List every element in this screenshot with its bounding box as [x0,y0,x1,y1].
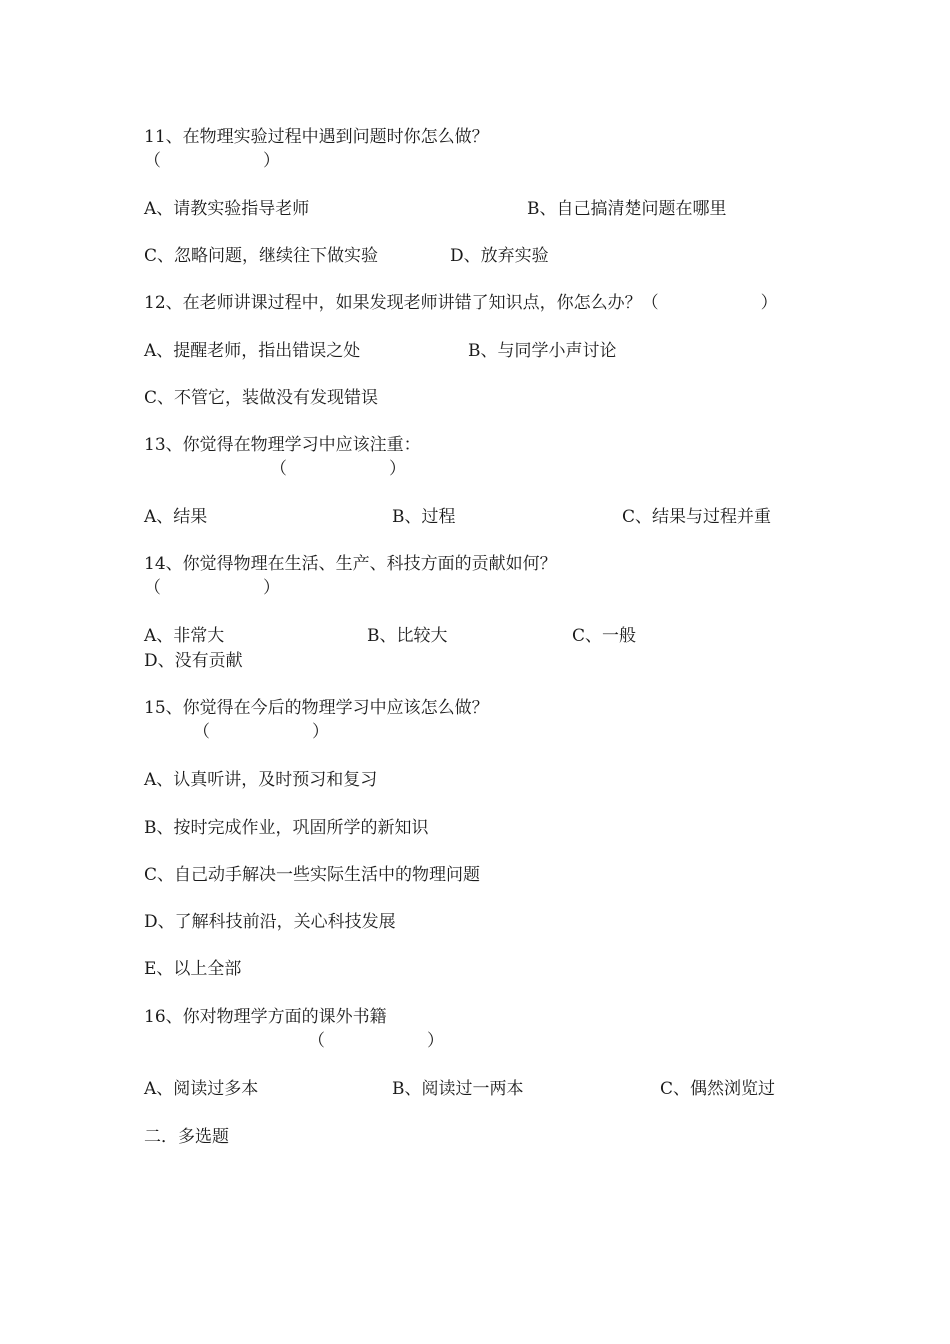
option-16-b: B、阅读过一两本 [392,1079,524,1099]
option-14-b: B、比较大 [367,626,448,646]
section-heading-multiple-choice: 二．多选题 [144,1127,229,1147]
question-16: 16、你对物理学方面的课外书籍 [144,1007,387,1027]
question-14: 14、你觉得物理在生活、生产、科技方面的贡献如何？ [144,554,557,574]
question-11: 11、在物理实验过程中遇到问题时你怎么做？ [144,127,489,147]
question-15: 15、你觉得在今后的物理学习中应该怎么做？ [144,698,489,718]
option-15-e: E、以上全部 [144,959,242,979]
option-11-b: B、自己搞清楚问题在哪里 [527,199,727,219]
option-15-a: A、认真听讲，及时预习和复习 [144,770,378,790]
option-16-c: C、偶然浏览过 [660,1079,776,1099]
option-13-b: B、过程 [392,507,456,527]
option-12-c: C、不管它，装做没有发现错误 [144,388,379,408]
option-11-c: C、忽略问题，继续往下做实验 [144,246,379,266]
option-14-a: A、非常大 [144,626,225,646]
option-13-c: C、结果与过程并重 [622,507,772,527]
option-14-d: D、没有贡献 [144,651,243,671]
answer-blank-14: （ ） [144,578,280,598]
option-16-a: A、阅读过多本 [144,1079,259,1099]
option-15-b: B、按时完成作业，巩固所学的新知识 [144,818,429,838]
option-11-d: D、放弃实验 [450,246,549,266]
answer-blank-13: （ ） [270,459,406,479]
option-13-a: A、结果 [144,507,208,527]
option-12-b: B、与同学小声讨论 [468,341,617,361]
option-11-a: A、请教实验指导老师 [144,199,310,219]
option-15-d: D、了解科技前沿，关心科技发展 [144,912,396,932]
option-14-c: C、一般 [572,626,637,646]
answer-blank-15: （ ） [193,722,329,742]
question-12: 12、在老师讲课过程中，如果发现老师讲错了知识点，你怎么办？（ ） [144,293,778,313]
question-13: 13、你觉得在物理学习中应该注重： [144,435,421,455]
option-12-a: A、提醒老师，指出错误之处 [144,341,361,361]
answer-blank-16: （ ） [308,1031,444,1051]
answer-blank-11: （ ） [144,151,280,171]
option-15-c: C、自己动手解决一些实际生活中的物理问题 [144,865,481,885]
